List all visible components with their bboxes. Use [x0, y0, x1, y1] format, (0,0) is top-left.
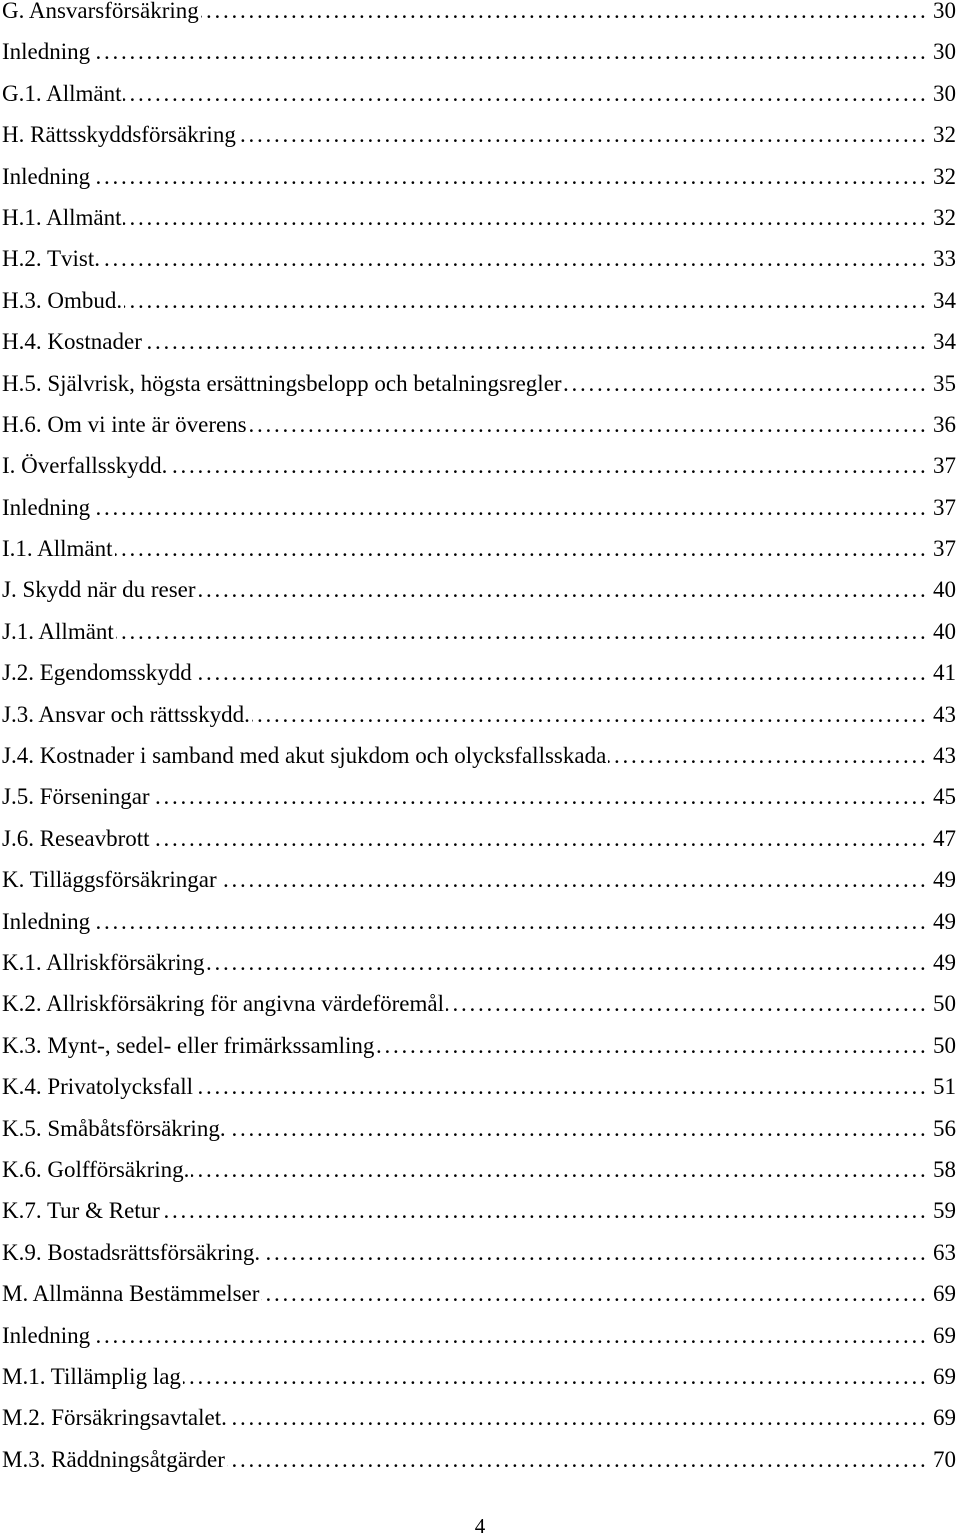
toc-entry[interactable]: [2, 735, 956, 776]
toc-entry[interactable]: [2, 404, 956, 445]
toc-entry[interactable]: [2, 983, 956, 1024]
toc-entry-title: K.7. Tur & Retur: [2, 1190, 162, 1231]
toc-entry[interactable]: [2, 569, 956, 610]
toc-entry-page: 49: [930, 859, 956, 900]
toc-entry-page: 34: [930, 321, 956, 362]
toc-entry[interactable]: [2, 31, 956, 72]
toc-entry-page: 40: [930, 611, 956, 652]
toc-entry-title: Inledning: [2, 487, 92, 528]
toc-entry-title: K.1. Allriskförsäkring: [2, 942, 207, 983]
toc-entry-title: H.2. Tvist.: [2, 238, 102, 279]
toc-entry-title: H. Rättsskyddsförsäkring: [2, 114, 238, 155]
toc-entry-page: 47: [930, 818, 956, 859]
toc-entry[interactable]: [2, 321, 956, 362]
toc-entry-page: 37: [930, 528, 956, 569]
toc-entry-title: I.1. Allmänt: [2, 528, 115, 569]
toc-entry-page: 34: [930, 280, 956, 321]
toc-entry[interactable]: [2, 156, 956, 197]
toc-entry-title: Inledning: [2, 31, 92, 72]
toc-entry-title: H.3. Ombud.: [2, 280, 124, 321]
toc-entry[interactable]: [2, 1190, 956, 1231]
toc-entry-title: I. Överfallsskydd.: [2, 445, 169, 486]
toc-entry-page: 56: [930, 1108, 956, 1149]
toc-entry-page: 63: [930, 1232, 956, 1273]
toc-entry-page: 37: [930, 445, 956, 486]
toc-entry[interactable]: [2, 694, 956, 735]
toc-entry-page: 51: [930, 1066, 956, 1107]
toc-entry-title: H.1. Allmänt: [2, 197, 123, 238]
toc-entry[interactable]: [2, 611, 956, 652]
toc-entry[interactable]: [2, 1108, 956, 1149]
toc-entry-title: K.2. Allriskförsäkring för angivna värdeföremål: [2, 983, 446, 1024]
toc-entry[interactable]: [2, 1356, 956, 1397]
toc-entry-title: J.2. Egendomsskydd: [2, 652, 194, 693]
toc-entry[interactable]: [2, 1025, 956, 1066]
toc-entry[interactable]: [2, 1397, 956, 1438]
toc-entry-title: G. Ansvarsförsäkring: [2, 0, 201, 31]
toc-entry[interactable]: [2, 776, 956, 817]
toc-entry-title: M.3. Räddningsåtgärder: [2, 1439, 227, 1480]
toc-entry[interactable]: [2, 1273, 956, 1314]
toc-entry[interactable]: [2, 528, 956, 569]
toc-entry-page: 69: [930, 1273, 956, 1314]
toc-entry-page: 32: [930, 114, 956, 155]
toc-entry-page: 59: [930, 1190, 956, 1231]
toc-entry[interactable]: [2, 0, 956, 31]
toc-entry-title: K.5. Småbåtsförsäkring.: [2, 1108, 228, 1149]
toc-entry-title: K.4. Privatolycksfall: [2, 1066, 195, 1107]
table-of-contents: [2, 0, 956, 1480]
page-number: 4: [474, 1514, 486, 1538]
toc-entry[interactable]: [2, 1439, 956, 1480]
toc-entry-page: 50: [930, 1025, 956, 1066]
toc-entry-page: 70: [930, 1439, 956, 1480]
toc-entry-page: 37: [930, 487, 956, 528]
toc-entry[interactable]: [2, 1066, 956, 1107]
toc-entry-title: Inledning: [2, 1315, 92, 1356]
toc-entry[interactable]: [2, 487, 956, 528]
toc-entry-page: 30: [930, 0, 956, 31]
toc-entry-page: 69: [930, 1315, 956, 1356]
toc-entry-title: J.6. Reseavbrott: [2, 818, 152, 859]
toc-entry-page: 43: [930, 735, 956, 776]
toc-entry[interactable]: [2, 197, 956, 238]
toc-entry-page: 69: [930, 1356, 956, 1397]
toc-entry-page: 30: [930, 73, 956, 114]
toc-entry-page: 32: [930, 197, 956, 238]
toc-entry-page: 32: [930, 156, 956, 197]
toc-entry[interactable]: [2, 280, 956, 321]
toc-entry[interactable]: [2, 1232, 956, 1273]
toc-entry[interactable]: [2, 114, 956, 155]
toc-entry-title: J. Skydd när du reser: [2, 569, 198, 610]
toc-entry[interactable]: [2, 901, 956, 942]
toc-entry-title: K.3. Mynt-, sedel- eller frimärkssamling: [2, 1025, 376, 1066]
toc-entry-title: H.4. Kostnader: [2, 321, 144, 362]
toc-entry-page: 40: [930, 569, 956, 610]
toc-entry-title: J.5. Förseningar: [2, 776, 152, 817]
toc-entry[interactable]: [2, 1149, 956, 1190]
toc-entry[interactable]: [2, 818, 956, 859]
toc-entry-page: 49: [930, 901, 956, 942]
toc-entry[interactable]: [2, 942, 956, 983]
toc-entry-page: 58: [930, 1149, 956, 1190]
toc-entry-page: 36: [930, 404, 956, 445]
toc-entry-page: 33: [930, 238, 956, 279]
toc-entry[interactable]: [2, 73, 956, 114]
toc-entry-title: Inledning: [2, 156, 92, 197]
toc-entry-title: M.1. Tillämplig lag: [2, 1356, 183, 1397]
toc-entry-title: M.2. Försäkringsavtalet.: [2, 1397, 229, 1438]
toc-entry-page: 30: [930, 31, 956, 72]
toc-entry-title: H.6. Om vi inte är överens: [2, 404, 249, 445]
toc-entry-title: K.6. Golfförsäkring.: [2, 1149, 191, 1190]
toc-entry-page: 43: [930, 694, 956, 735]
toc-entry[interactable]: [2, 1315, 956, 1356]
toc-entry-page: 35: [930, 363, 956, 404]
toc-entry-title: G.1. Allmänt: [2, 73, 123, 114]
toc-entry[interactable]: [2, 238, 956, 279]
toc-entry[interactable]: [2, 445, 956, 486]
toc-entry-title: Inledning: [2, 901, 92, 942]
toc-entry-title: K.9. Bostadsrättsförsäkring.: [2, 1232, 262, 1273]
toc-entry-page: 45: [930, 776, 956, 817]
toc-entry-title: M. Allmänna Bestämmelser: [2, 1273, 261, 1314]
toc-entry-title: J.4. Kostnader i samband med akut sjukdom och olycksfallsskada: [2, 735, 608, 776]
toc-entry-title: J.3. Ansvar och rättsskydd.: [2, 694, 252, 735]
toc-entry[interactable]: [2, 859, 956, 900]
toc-entry-page: 41: [930, 652, 956, 693]
toc-entry[interactable]: [2, 363, 956, 404]
toc-entry-title: K. Tilläggsförsäkringar: [2, 859, 219, 900]
toc-entry-page: 49: [930, 942, 956, 983]
toc-entry-title: H.5. Självrisk, högsta ersättningsbelopp och betalningsregler: [2, 363, 564, 404]
toc-entry[interactable]: [2, 652, 956, 693]
toc-entry-page: 50: [930, 983, 956, 1024]
toc-entry-title: J.1. Allmänt: [2, 611, 116, 652]
toc-entry-page: 69: [930, 1397, 956, 1438]
